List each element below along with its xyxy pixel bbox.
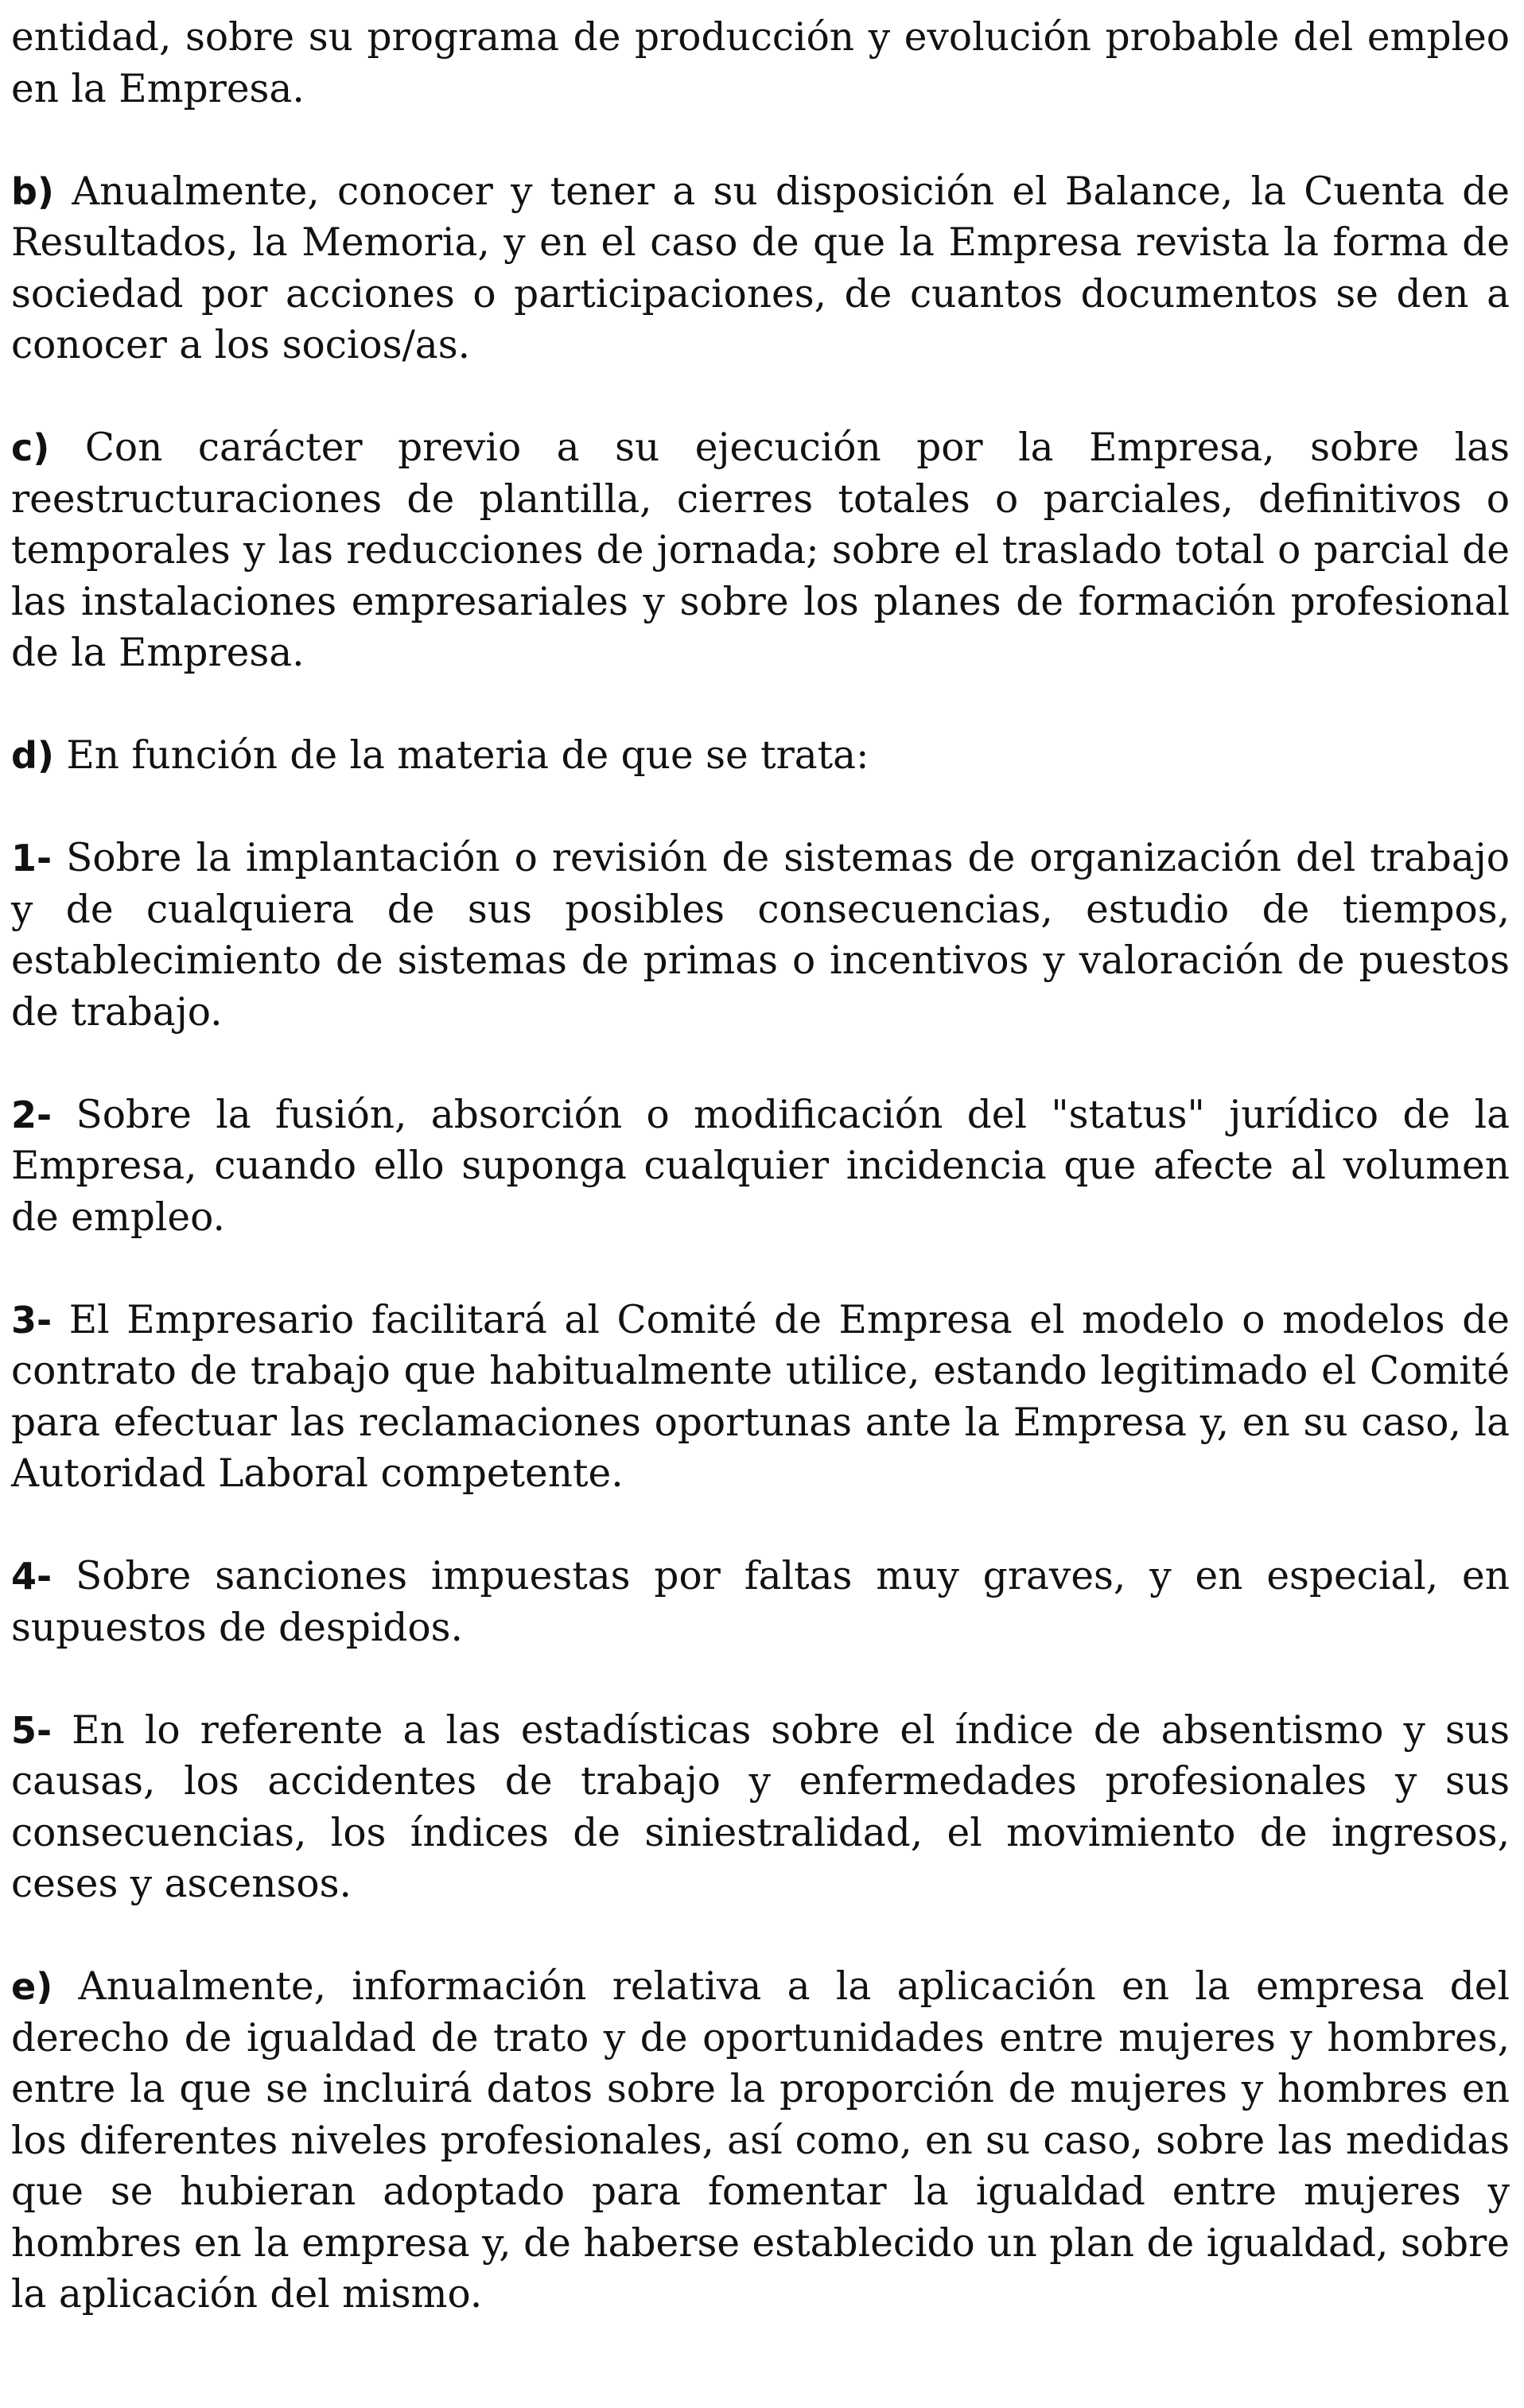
- paragraph-b: [11, 166, 1510, 371]
- paragraph-text: En función de la materia de que se trata:: [66, 733, 869, 778]
- paragraph-text: Sobre sanciones impuestas por faltas muy graves, y en especial, en supuestos de despidos.: [11, 1554, 1510, 1650]
- paragraph-continuation: [11, 12, 1510, 115]
- item-marker: d): [11, 734, 54, 777]
- subitem-2: [11, 1089, 1510, 1244]
- paragraph-text: Sobre la implantación o revisión de sistemas de organización del trabajo y de cualquiera de sus posibles consecuencias, estudio de tiempos, establecimiento de sistemas de primas o incentivos y valoración de puestos de trabajo.: [11, 836, 1510, 1035]
- paragraph-text: Anualmente, información relativa a la aplicación en la empresa del derecho de igualdad de trato y de oportunidades entre mujeres y hombres, entre la que se incluirá datos sobre la proporción de mujeres y hombres en los diferentes niveles profesionales, así como, en su caso, sobre las medidas que se hubieran adoptado para fomentar la igualdad entre mujeres y hombres en la empresa y, de haberse establecido un plan de igualdad, sobre la aplicación del mismo.: [11, 1964, 1510, 2317]
- subitem-1: [11, 833, 1510, 1038]
- subitem-3: [11, 1295, 1510, 1500]
- subitem-marker: 4-: [11, 1555, 52, 1598]
- paragraph-text: entidad, sobre su programa de producción y evolución probable del empleo en la Empresa.: [11, 15, 1510, 111]
- paragraph-text: Anualmente, conocer y tener a su disposición el Balance, la Cuenta de Resultados, la Memoria, y en el caso de que la Empresa revista la forma de sociedad por acciones o participaciones, de cuantos documentos se den a conocer a los socios/as.: [11, 169, 1510, 367]
- paragraph-d: [11, 730, 1510, 782]
- paragraph-c: [11, 422, 1510, 679]
- paragraph-text: Con carácter previo a su ejecución por la Empresa, sobre las reestructuraciones de plantilla, cierres totales o parciales, definitivos o temporales y las reducciones de jornada; sobre el traslado total o parcial de las instalaciones empresariales y sobre los planes de formación profesional de la Empresa.: [11, 425, 1510, 675]
- paragraph-text: En lo referente a las estadísticas sobre el índice de absentismo y sus causas, los accidentes de trabajo y enfermedades profesionales y sus consecuencias, los índices de siniestralidad, el movimiento de ingresos, ceses y ascensos.: [11, 1707, 1510, 1906]
- subitem-marker: 1-: [11, 837, 52, 880]
- subitem-4: [11, 1551, 1510, 1653]
- subitem-marker: 5-: [11, 1708, 52, 1752]
- item-marker: c): [11, 426, 50, 469]
- subitem-marker: 2-: [11, 1093, 52, 1136]
- subitem-marker: 3-: [11, 1298, 52, 1342]
- document-page: [11, 0, 1510, 2371]
- item-marker: b): [11, 169, 54, 213]
- paragraph-text: Sobre la fusión, absorción o modificación del "status" jurídico de la Empresa, cuando ello suponga cualquier incidencia que afecte al volumen de empleo.: [11, 1092, 1510, 1240]
- subitem-5: [11, 1705, 1510, 1910]
- item-marker: e): [11, 1965, 53, 2008]
- paragraph-e: [11, 1961, 1510, 2321]
- paragraph-text: El Empresario facilitará al Comité de Empresa el modelo o modelos de contrato de trabajo que habitualmente utilice, estando legitimado el Comité para efectuar las reclamaciones oportunas ante la Empresa y, en su caso, la Autoridad Laboral competente.: [11, 1297, 1510, 1496]
